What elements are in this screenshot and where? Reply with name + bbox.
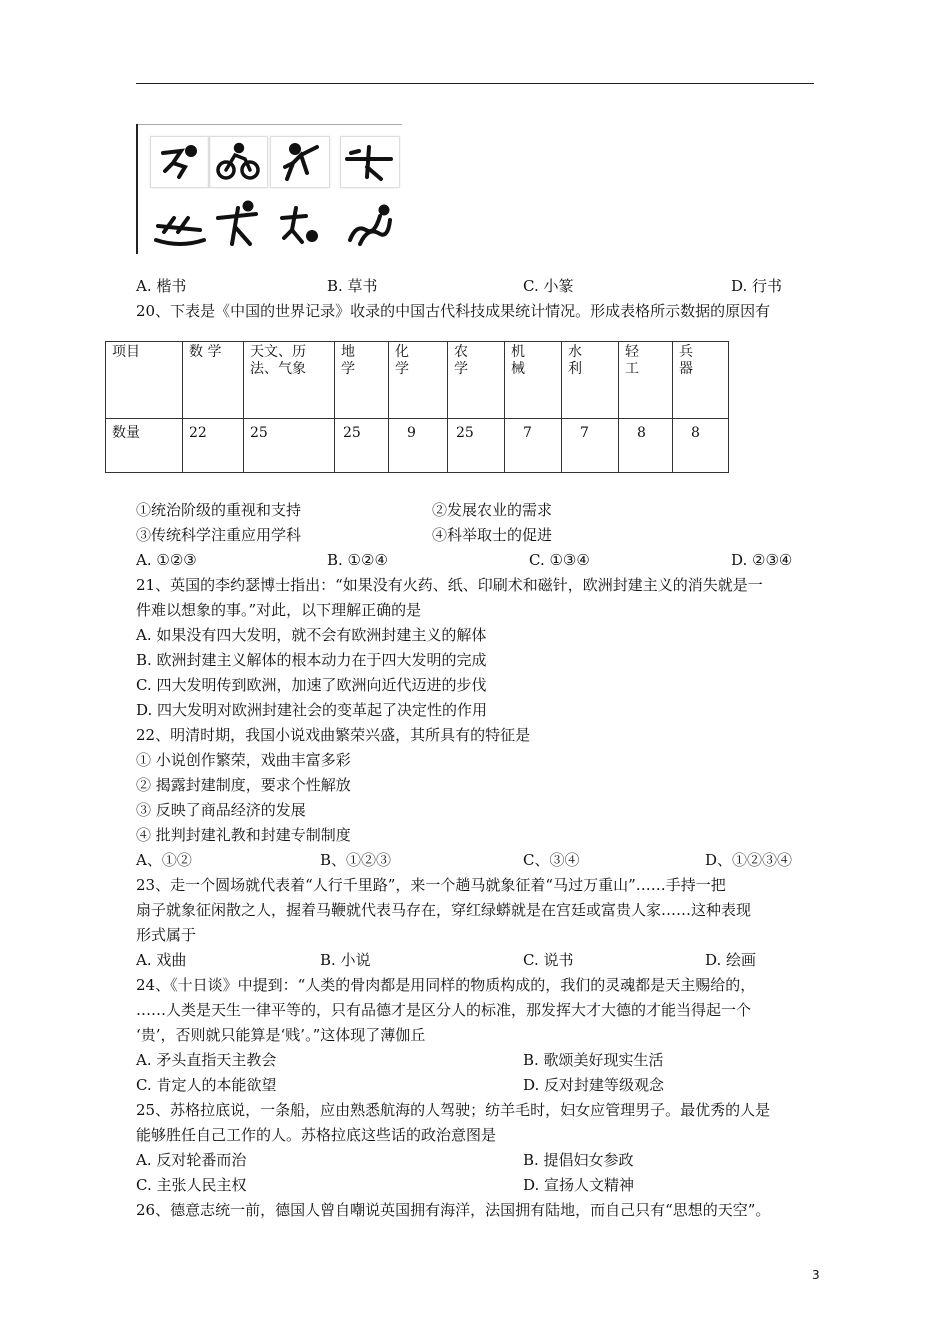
q23-option-d[interactable]: D. 绘画	[705, 951, 757, 969]
q24-option-b[interactable]: B. 歌颂美好现实生活	[523, 1051, 664, 1069]
rowing-icon	[150, 200, 208, 250]
q24-stem-line3: ‘贵’，否则就只能算是‘贱’。”这体现了薄伽丘	[136, 1026, 426, 1044]
q22-option-b[interactable]: B、①②③	[320, 851, 392, 869]
q24-option-a[interactable]: A. 矛头直指天主教会	[136, 1051, 277, 1069]
table-cell: 9	[389, 419, 448, 473]
q23-stem-line3: 形式属于	[136, 926, 197, 944]
q22-item-4: ④ 批判封建礼教和封建专制制度	[136, 826, 351, 844]
table-header-cell: 数 学	[183, 342, 244, 419]
q23-option-c[interactable]: C. 说书	[523, 951, 574, 969]
gymnastics-icon	[208, 200, 266, 250]
header-rule	[136, 83, 814, 84]
q20-option-b[interactable]: B. ①②④	[327, 551, 388, 569]
q25-option-c[interactable]: C. 主张人民主权	[136, 1176, 247, 1194]
swim-icon	[150, 136, 210, 188]
table-cell: 8	[619, 419, 673, 473]
table-header-cell: 机械	[505, 342, 562, 419]
q23-stem-line2: 扇子就象征闲散之人，握着马鞭就代表马存在，穿红绿蟒就是在宫廷或富贵人家……这种表现	[136, 901, 752, 919]
table-header-row	[106, 342, 729, 419]
figure-top-border	[136, 124, 402, 125]
q23-stem-line1: 23、走一个圆场就代表着“人行千里路”，来一个趟马就象征着“马过万重山”……手持一把	[136, 876, 726, 894]
q24-option-c[interactable]: C. 肯定人的本能欲望	[136, 1076, 277, 1094]
table-header-cell: 农学	[448, 342, 505, 419]
table-header-cell: 化学	[389, 342, 448, 419]
q21-option-c[interactable]: C. 四大发明传到欧洲，加速了欧洲向近代迈进的步伐	[136, 676, 487, 694]
q22-option-a[interactable]: A、①②	[136, 851, 192, 869]
q25-option-a[interactable]: A. 反对轮番而治	[136, 1151, 247, 1169]
q21-option-d[interactable]: D. 四大发明对欧洲封建社会的变革起了决定性的作用	[136, 701, 488, 719]
q19-option-b[interactable]: B. 草书	[327, 277, 378, 295]
q22-item-2: ② 揭露封建制度，要求个性解放	[136, 776, 351, 794]
science-stats-table	[105, 341, 729, 473]
q20-item-1: ①统治阶级的重视和支持	[136, 501, 302, 519]
table-header-cell: 地学	[335, 342, 389, 419]
table-header-cell: 项目	[106, 342, 183, 419]
q19-option-c[interactable]: C. 小篆	[523, 277, 574, 295]
q20-item-2: ②发展农业的需求	[432, 501, 553, 519]
q23-option-b[interactable]: B. 小说	[320, 951, 371, 969]
q22-item-3: ③ 反映了商品经济的发展	[136, 801, 306, 819]
table-cell: 8	[673, 419, 729, 473]
table-cell: 7	[505, 419, 562, 473]
pictogram-figure	[136, 124, 404, 254]
table-cell: 25	[244, 419, 335, 473]
wrestling-icon	[340, 200, 398, 250]
q19-option-a[interactable]: A. 楷书	[136, 277, 187, 295]
q21-stem-line2: 件难以想象的事。”对此，以下理解正确的是	[136, 601, 422, 619]
q24-option-d[interactable]: D. 反对封建等级观念	[523, 1076, 665, 1094]
q24-stem-line1: 24、《十日谈》中提到：“人类的骨肉都是用同样的物质构成的，我们的灵魂都是天主赐给的，	[136, 976, 756, 994]
table-cell: 25	[335, 419, 389, 473]
q21-stem-line1: 21、英国的李约瑟博士指出：“如果没有火药、纸、印刷术和磁针，欧洲封建主义的消失就是一	[136, 576, 763, 594]
table-data-row	[106, 419, 729, 473]
q19-option-d[interactable]: D. 行书	[731, 277, 783, 295]
table-header-cell: 水利	[562, 342, 619, 419]
q20-option-c[interactable]: C. ①③④	[529, 551, 590, 569]
table-header-cell: 兵器	[673, 342, 729, 419]
q20-option-a[interactable]: A. ①②③	[136, 551, 197, 569]
q20-option-d[interactable]: D. ②③④	[731, 551, 793, 569]
cycling-icon	[208, 136, 268, 188]
q25-option-b[interactable]: B. 提倡妇女参政	[523, 1151, 634, 1169]
q25-stem-line1: 25、苏格拉底说，一条船，应由熟悉航海的人驾驶；纺羊毛时，妇女应管理男子。最优秀的人是	[136, 1101, 771, 1119]
q24-stem-line2: ……人类是天生一律平等的，只有品德才是区分人的标准，那发挥大才大德的才能当得起一个	[136, 1001, 752, 1019]
table-cell: 7	[562, 419, 619, 473]
page-number: 3	[812, 1268, 820, 1282]
q21-option-a[interactable]: A. 如果没有四大发明，就不会有欧洲封建主义的解体	[136, 626, 487, 644]
q25-stem-line2: 能够胜任自己工作的人。苏格拉底这些话的政治意图是	[136, 1126, 497, 1144]
running-icon	[340, 136, 400, 188]
q25-option-d[interactable]: D. 宣扬人文精神	[523, 1176, 635, 1194]
table-cell: 22	[183, 419, 244, 473]
q21-option-b[interactable]: B. 欧洲封建主义解体的根本动力在于四大发明的完成	[136, 651, 487, 669]
q23-option-a[interactable]: A. 戏曲	[136, 951, 187, 969]
table-header-cell: 轻工	[619, 342, 673, 419]
q20-item-4: ④科举取士的促进	[432, 526, 553, 544]
table-cell: 数量	[106, 419, 183, 473]
q22-stem: 22、明清时期，我国小说戏曲繁荣兴盛，其所具有的特征是	[136, 726, 531, 744]
q26-stem: 26、德意志统一前，德国人曾自嘲说英国拥有海洋，法国拥有陆地，而自己只有“思想的天空”。	[136, 1201, 771, 1219]
fencing-icon	[270, 136, 330, 188]
q20-item-3: ③传统科学注重应用学科	[136, 526, 302, 544]
football-icon	[270, 200, 328, 250]
table-cell: 25	[448, 419, 505, 473]
figure-left-border	[136, 124, 138, 254]
q20-stem: 20、下表是《中国的世界记录》收录的中国古代科技成果统计情况。形成表格所示数据的原因有	[136, 302, 771, 320]
table-header-cell: 天文、历法、气象	[244, 342, 335, 419]
q22-option-c[interactable]: C、③④	[523, 851, 580, 869]
q22-option-d[interactable]: D、①②③④	[705, 851, 793, 869]
q22-item-1: ① 小说创作繁荣，戏曲丰富多彩	[136, 751, 351, 769]
